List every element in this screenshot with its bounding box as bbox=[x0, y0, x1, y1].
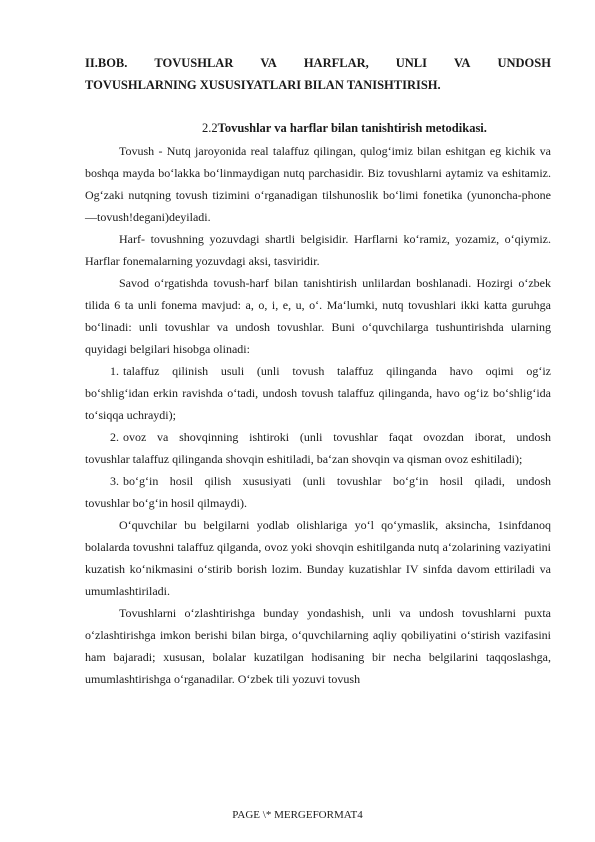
chapter-word: HARFLAR, bbox=[303, 56, 369, 70]
list-item bbox=[85, 470, 551, 514]
chapter-word: UNDOSH bbox=[497, 56, 551, 70]
list-item-first-line: bo‘g‘in hosil qilish xususiyati (unli tovushlar bo‘g‘in hosil qiladi, undosh bbox=[123, 474, 551, 488]
paragraph: Savod o‘rgatishda tovush-harf bilan tanishtirish unlilardan boshlanadi. Hozirgi o‘zbek tilida 6 ta unli fonema mavjud: a, o, i, e, u, o‘. Ma‘lumki, nutq tovushlari ikki katta guruhga bo‘linadi: unli tovushlar va undosh tovushlar. Buni o‘quvchilarga tushuntirishda ularning quyidagi belgilari hisobga olinadi: bbox=[85, 276, 551, 356]
chapter-title-line2: TOVUSHLARNING XUSUSIYATLARI BILAN TANISHTIRISH. bbox=[85, 78, 441, 92]
list-number: 2. bbox=[110, 430, 119, 444]
section-title: Tovushlar va harflar bilan tanishtirish metodikasi. bbox=[217, 121, 487, 135]
paragraph: Tovush - Nutq jaroyonida real talaffuz qilingan, qulog‘imiz bilan eshitgan eg kichik va boshqa mayda bo‘lakka bo‘linmaydigan nutq parchasidir. Biz tovushlarni aytamiz va eshitamiz. Og‘zaki nutqning tovush tizimini o‘rganadigan tilshunoslik bo‘limi fonetika (yunoncha-phone —tovush!degani)deyiladi. bbox=[85, 144, 551, 224]
list-item bbox=[85, 426, 551, 470]
list-item bbox=[85, 360, 551, 426]
page-footer-field: PAGE \* MERGEFORMAT4 bbox=[232, 809, 363, 821]
paragraph: Harf- tovushning yozuvdagi shartli belgisidir. Harflarni ko‘ramiz, yozamiz, o‘qiymiz. Harflar fonemalarning yozuvdagi aksi, tasviridir. bbox=[85, 232, 551, 268]
chapter-word: VA bbox=[260, 56, 277, 70]
list-item-continuation: bo‘shlig‘idan erkin ravishda o‘tadi, undosh tovush talaffuz qilinganda, havo og‘iz bo‘shlig‘ida to‘siqqa uchraydi); bbox=[85, 386, 551, 422]
paragraph: O‘quvchilar bu belgilarni yodlab olishlariga yo‘l qo‘ymaslik, aksincha, 1sinfdanoq bolalarda tovushni talaffuz qilganda, ovoz yoki shovqin eshitilganda nutq a‘zolarining vaziyatini kuzatish ko‘nikmasini o‘stirib borish lozim. Bunday kuzatishlar IV sinfda davom ettiriladi va umumlashtiriladi. bbox=[85, 518, 551, 598]
section-heading bbox=[202, 117, 487, 139]
chapter-title-line1 bbox=[85, 52, 551, 74]
chapter-word: II.BOB. bbox=[85, 56, 128, 70]
list-number: 1. bbox=[110, 364, 119, 378]
numbered-list bbox=[85, 360, 551, 514]
chapter-word: UNLI bbox=[395, 56, 428, 70]
chapter-word: VA bbox=[454, 56, 471, 70]
document-body bbox=[85, 140, 551, 690]
chapter-word: TOVUSHLAR bbox=[154, 56, 234, 70]
list-number: 3. bbox=[110, 474, 119, 488]
section-number: 2.2 bbox=[202, 121, 218, 135]
list-item-continuation: tovushlar talaffuz qilinganda shovqin eshitiladi, ba‘zan shovqin va qisman ovoz eshitiladi); bbox=[85, 452, 523, 466]
list-item-continuation: tovushlar bo‘g‘in hosil qilmaydi). bbox=[85, 496, 247, 510]
list-item-first-line: ovoz va shovqinning ishtiroki (unli tovushlar faqat ovozdan iborat, undosh bbox=[123, 430, 551, 444]
paragraph: Tovushlarni o‘zlashtirishga bunday yondashish, unli va undosh tovushlarni puxta o‘zlashtirishga imkon berishi bilan birga, o‘quvchilarning aqliy qobiliyatini o‘stirish vazifasini ham bajaradi; xususan, bolalar kuzatilgan hodisaning bir necha belgilarini taqqoslashga, umumlashtirishga o‘rganadilar. O‘zbek tili yozuvi tovush bbox=[85, 606, 551, 686]
list-item-first-line: talaffuz qilinish usuli (unli tovush talaffuz qilinganda havo oqimi og‘iz bbox=[123, 364, 551, 378]
chapter-title bbox=[85, 52, 551, 96]
